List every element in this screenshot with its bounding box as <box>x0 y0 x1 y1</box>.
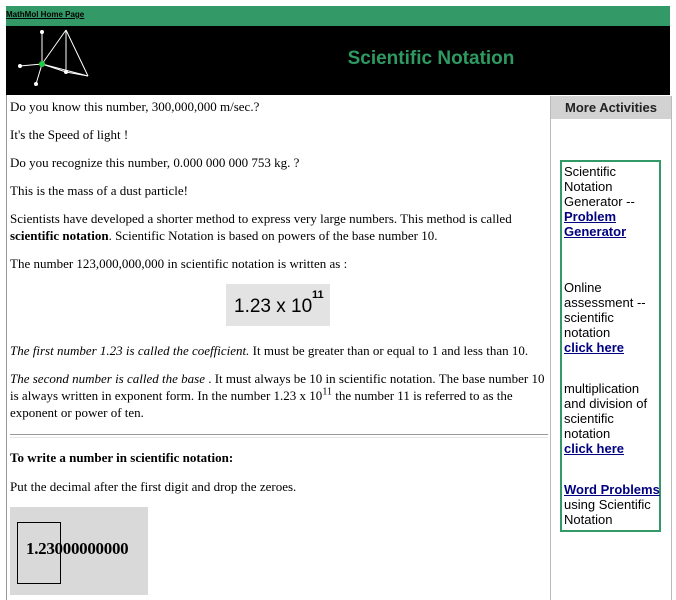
assessment-link[interactable]: click here <box>564 340 624 355</box>
activity-generator: Scientific Notation Generator -- Problem Generator <box>564 164 635 239</box>
speed-answer: It's the Speed of light ! <box>10 127 129 142</box>
molecule-logo-icon <box>14 28 98 92</box>
sidebar-header: More Activities <box>551 96 671 119</box>
decimal-example-image <box>10 507 148 595</box>
problem-generator-link[interactable]: Problem Generator <box>564 209 627 239</box>
activity-word-problems: Word Problems using Scientific Notation <box>564 482 660 527</box>
activity-multiplication: multiplication and division of scientific notation click here <box>564 381 648 456</box>
left-border <box>6 95 7 600</box>
mass-question: Do you recognize this number, 0.000 000 000 753 kg. ? <box>10 155 300 170</box>
activities-box <box>560 160 661 532</box>
coefficient-paragraph: The first number 1.23 is called the coefficient. It must be greater than or equal to 1 and less than 10. <box>10 343 529 358</box>
formula-image <box>226 284 330 326</box>
formula-exponent: 11 <box>312 289 324 301</box>
speed-question: Do you know this number, 300,000,000 m/sec.? <box>10 99 260 114</box>
activity-assessment: Online assessment -- scientific notation click here <box>564 280 646 355</box>
mass-answer: This is the mass of a dust particle! <box>10 183 188 198</box>
section-divider <box>10 434 548 438</box>
page-title: Scientific Notation <box>347 48 515 69</box>
sidebar <box>550 96 672 600</box>
top-nav-bar <box>6 6 670 26</box>
example-intro: The number 123,000,000,000 in scientific notation is written as : <box>10 256 348 271</box>
base-paragraph: The second number is called the base . It must always be 10 in scientific notation. The base number 10 is always written in exponent form. In the number 1.23 x $10^{11}$ the number 11 is referred to as the exponent or power of ten. <box>10 371 545 420</box>
section-heading: To write a number in scientific notation: <box>10 450 234 465</box>
page-banner <box>6 26 670 95</box>
intro-paragraph: Scientists have developed a shorter method to express very large numbers. This method is called scientific notation. Scientific Notation is based on powers of the base number 10. <box>10 211 512 243</box>
multiplication-link[interactable]: click here <box>564 441 624 456</box>
word-problems-link[interactable]: Word Problems <box>564 482 660 497</box>
instruction-text: Put the decimal after the first digit and drop the zeroes. <box>10 479 297 494</box>
mathmol-home-link[interactable]: MathMol Home Page <box>6 10 85 19</box>
formula-base: 1.23 x 10 <box>234 296 313 317</box>
decimal-example: 1.23000000000 <box>26 539 129 558</box>
